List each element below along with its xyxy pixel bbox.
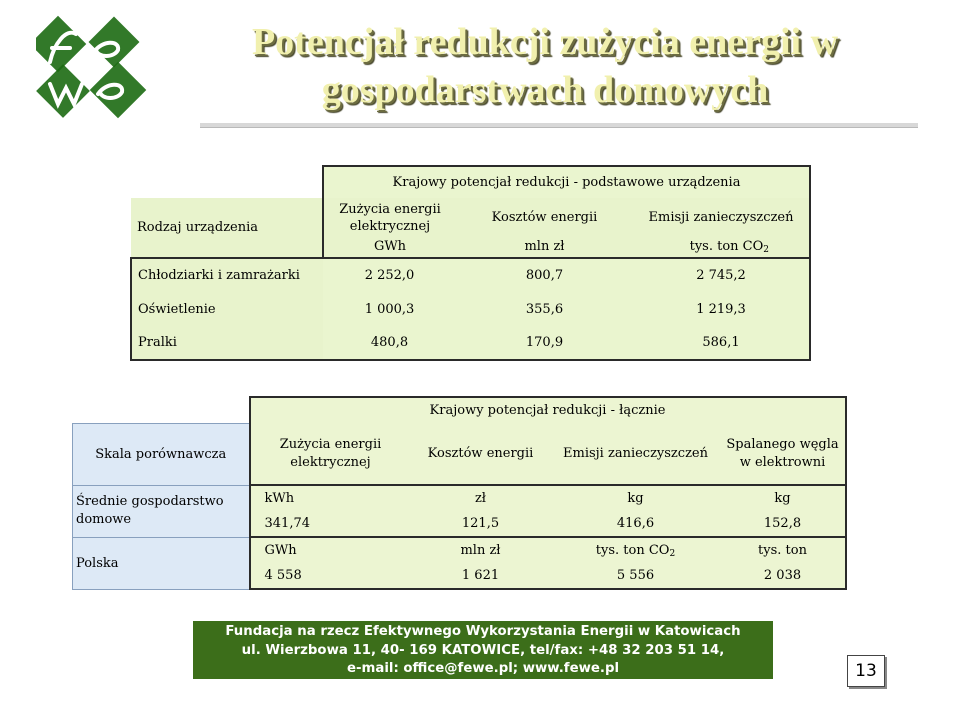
table2-group-header: Krajowy potencjał redukcji - łącznie xyxy=(250,397,846,423)
table1-cell: 2 252,0 xyxy=(323,258,456,292)
table2-unit-co2 xyxy=(551,537,721,563)
table-basic-devices xyxy=(130,165,811,361)
table1-col-1-label: Zużycia energii elektrycznej xyxy=(339,202,441,234)
table2-col-2-header: Kosztów energii xyxy=(411,423,551,485)
title-line-1: Potencjał redukcji zużycia energii w xyxy=(251,21,839,63)
table1-col-2-header: Kosztów energii xyxy=(456,198,633,236)
footer-line-2: ul. Wierzbowa 11, 40- 169 KATOWICE, tel/fax: +48 32 203 51 14, xyxy=(241,642,725,658)
table1-cell: 480,8 xyxy=(323,326,456,360)
table2-corner xyxy=(73,397,250,423)
table1-row-label: Chłodziarki i zamrażarki xyxy=(131,258,323,292)
table1-cell: 2 745,2 xyxy=(633,258,810,292)
table2-cell: 416,6 xyxy=(551,511,721,537)
table2-unit-co2-text: tys. ton CO xyxy=(595,542,670,558)
title-line-2: gospodarstwach domowych xyxy=(321,69,769,111)
table2-cell: 121,5 xyxy=(411,511,551,537)
table2-row-label: Polska xyxy=(73,537,250,589)
table2-cell: 2 038 xyxy=(721,563,846,589)
table-total xyxy=(72,396,847,590)
table1-col-3-unit-text: tys. ton CO xyxy=(689,238,764,254)
table2-row-label: Średnie gospodarstwo domowe xyxy=(73,485,250,537)
table2-unit: kg xyxy=(721,485,846,511)
table1-cell: 586,1 xyxy=(633,326,810,360)
table2-cell: 4 558 xyxy=(250,563,411,589)
footer-contact xyxy=(193,621,773,679)
table1-row-label-header: Rodzaj urządzenia xyxy=(131,198,323,258)
table2-unit: kWh xyxy=(250,485,411,511)
page-number: 13 xyxy=(847,655,885,687)
page-title xyxy=(175,18,915,114)
table2-unit: kg xyxy=(551,485,721,511)
table2-unit: GWh xyxy=(250,537,411,563)
table1-col-3-header: Emisji zanieczyszczeń xyxy=(633,198,810,236)
table2-unit: tys. ton xyxy=(721,537,846,563)
footer-line-3: e-mail: office@fewe.pl; www.fewe.pl xyxy=(346,661,620,676)
table1-cell: 1 000,3 xyxy=(323,292,456,326)
table1-col-3-unit xyxy=(633,236,810,258)
table1-col-3-unit-sub: 2 xyxy=(763,244,769,255)
table1-cell: 355,6 xyxy=(456,292,633,326)
table1-row-label: Oświetlenie xyxy=(131,292,323,326)
table2-unit-co2-sub: 2 xyxy=(669,548,676,559)
fewe-logo-icon xyxy=(36,14,154,126)
title-divider xyxy=(200,123,918,128)
table2-col-4-header: Spalanego węgla w elektrowni xyxy=(721,423,846,485)
table2-cell: 1 621 xyxy=(411,563,551,589)
table1-col-2-unit: mln zł xyxy=(456,236,633,258)
table2-unit: mln zł xyxy=(411,537,551,563)
footer-line-1: Fundacja na rzecz Efektywnego Wykorzystania Energii w Katowicach xyxy=(225,624,741,639)
table1-col-1-header xyxy=(323,198,456,236)
table1-row-label: Pralki xyxy=(131,326,323,360)
table2-col-3-header: Emisji zanieczyszczeń xyxy=(551,423,721,485)
table1-corner xyxy=(131,166,323,198)
table1-cell: 170,9 xyxy=(456,326,633,360)
table2-unit: zł xyxy=(411,485,551,511)
table2-col-1-header: Zużycia energii elektrycznej xyxy=(250,423,411,485)
table1-group-header: Krajowy potencjał redukcji - podstawowe urządzenia xyxy=(323,166,810,198)
table1-col-1-unit: GWh xyxy=(323,236,456,258)
table2-cell: 5 556 xyxy=(551,563,721,589)
table2-cell: 152,8 xyxy=(721,511,846,537)
table2-row-label-header: Skala porównawcza xyxy=(73,423,250,485)
table2-cell: 341,74 xyxy=(250,511,411,537)
table1-cell: 1 219,3 xyxy=(633,292,810,326)
table1-cell: 800,7 xyxy=(456,258,633,292)
